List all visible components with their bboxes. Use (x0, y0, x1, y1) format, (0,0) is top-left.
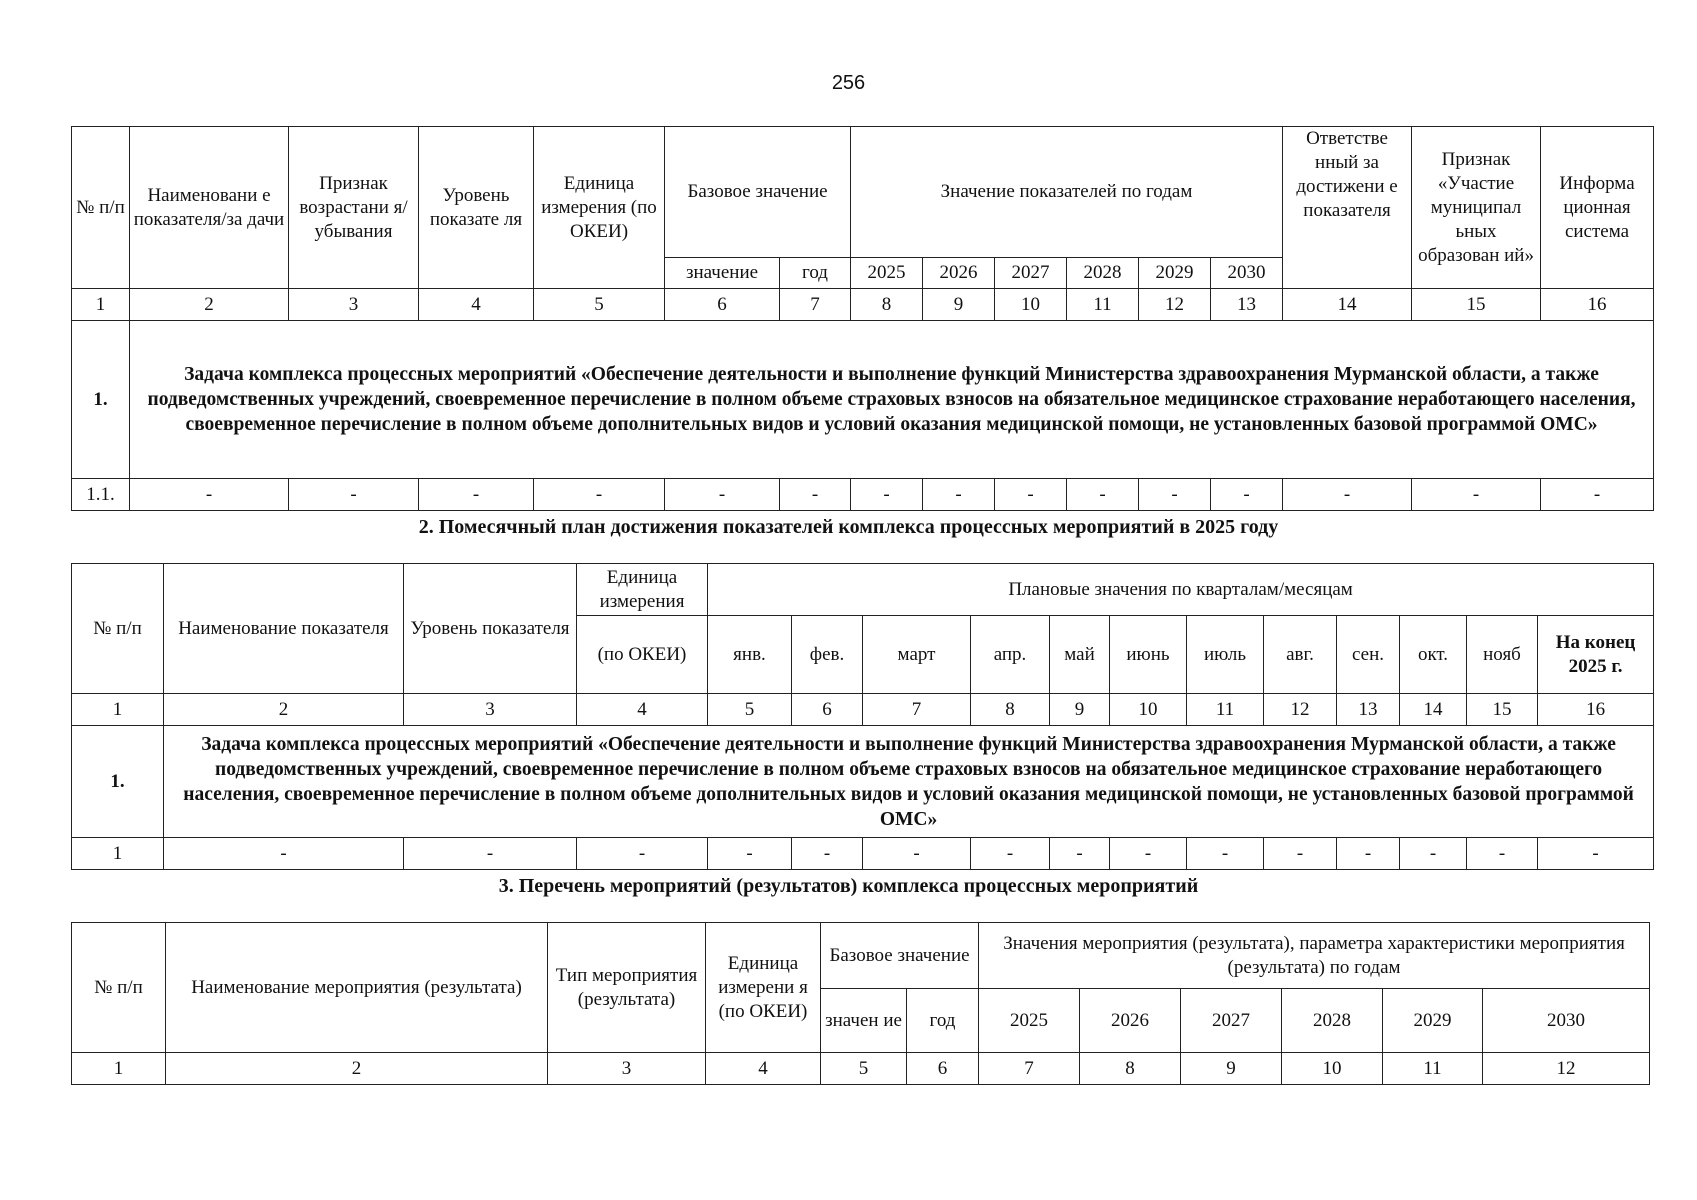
col-number: 14 (1400, 694, 1467, 726)
header-base-year: год (907, 989, 979, 1053)
col-number: 7 (979, 1053, 1080, 1085)
row-cell: - (923, 479, 995, 511)
col-number: 4 (706, 1053, 821, 1085)
header-year: 2030 (1483, 989, 1650, 1053)
header-year: 2026 (1080, 989, 1181, 1053)
col-number: 4 (419, 289, 534, 321)
header-year: 2026 (923, 258, 995, 289)
header-trend: Признак возрастани я/ убывания (289, 127, 419, 289)
row-cell: - (1538, 838, 1654, 870)
row-cell: - (1541, 479, 1654, 511)
row-cell: - (995, 479, 1067, 511)
col-number: 3 (548, 1053, 706, 1085)
row-cell: - (665, 479, 780, 511)
row-cell: - (1412, 479, 1541, 511)
col-number: 12 (1483, 1053, 1650, 1085)
col-number: 10 (995, 289, 1067, 321)
header-year: 2027 (1181, 989, 1282, 1053)
col-number: 6 (665, 289, 780, 321)
header-values-by-year: Значения мероприятия (результата), параметра характеристики мероприятия (результата) по годам (979, 923, 1650, 989)
header-responsible: Ответстве нный за достижени е показателя (1283, 127, 1412, 289)
header-name: Наименование мероприятия (результата) (166, 923, 548, 1053)
row-cell: - (1050, 838, 1110, 870)
header-month: апр. (971, 616, 1050, 694)
row-cell: - (780, 479, 851, 511)
col-number: 10 (1282, 1053, 1383, 1085)
row-cell: - (863, 838, 971, 870)
col-number: 12 (1139, 289, 1211, 321)
header-month: март (863, 616, 971, 694)
col-number: 13 (1337, 694, 1400, 726)
header-month: фев. (792, 616, 863, 694)
row-cell: - (1283, 479, 1412, 511)
header-base: Базовое значение (821, 923, 979, 989)
col-number: 6 (792, 694, 863, 726)
header-month: окт. (1400, 616, 1467, 694)
header-year: 2025 (979, 989, 1080, 1053)
header-num: № п/п (72, 564, 164, 694)
activities-table (71, 922, 1650, 1085)
col-number: 15 (1467, 694, 1538, 726)
row-cell: - (1337, 838, 1400, 870)
header-values-by-year: Значение показателей по годам (851, 127, 1283, 258)
header-year: 2029 (1139, 258, 1211, 289)
col-number: 12 (1264, 694, 1337, 726)
col-number: 9 (1050, 694, 1110, 726)
col-number: 2 (164, 694, 404, 726)
col-number: 5 (708, 694, 792, 726)
col-number: 5 (821, 1053, 907, 1085)
header-type: Тип мероприятия (результата) (548, 923, 706, 1053)
col-number: 11 (1187, 694, 1264, 726)
col-number: 13 (1211, 289, 1283, 321)
row-cell: - (289, 479, 419, 511)
row-cell: - (1211, 479, 1283, 511)
task-number: 1. (72, 726, 164, 838)
header-base: Базовое значение (665, 127, 851, 258)
header-base-year: год (780, 258, 851, 289)
header-base-value: значение (665, 258, 780, 289)
page-number: 256 (831, 72, 866, 94)
header-end-of-year: На конец 2025 г. (1538, 616, 1654, 694)
indicators-table (71, 126, 1654, 511)
col-number: 8 (1080, 1053, 1181, 1085)
header-name: Наименование показателя (164, 564, 404, 694)
header-unit: Единица измерения (577, 564, 708, 616)
header-level: Уровень показателя (404, 564, 577, 694)
col-number: 8 (971, 694, 1050, 726)
header-name: Наименовани е показателя/за дачи (130, 127, 289, 289)
header-month: нояб (1467, 616, 1538, 694)
row-cell: - (577, 838, 708, 870)
row-cell: 1.1. (72, 479, 130, 511)
row-cell: - (1264, 838, 1337, 870)
col-number: 11 (1067, 289, 1139, 321)
col-number: 1 (72, 694, 164, 726)
col-number: 7 (863, 694, 971, 726)
header-num: № п/п (72, 127, 130, 289)
col-number: 14 (1283, 289, 1412, 321)
row-cell: - (1139, 479, 1211, 511)
row-cell: - (792, 838, 863, 870)
task-description: Задача комплекса процессных мероприятий «Обеспечение деятельности и выполнение функций Министерства здравоохранения Мурманской области, а также подведомственных учреждений, своевременное перечисление в полном объеме страховых взносов на обязательное медицинское страхование неработающего населения, своевременное перечисление в полном объеме дополнительных видов и условий оказания медицинской помощи, не установленных базовой программой ОМС» (130, 321, 1654, 479)
task-number: 1. (72, 321, 130, 479)
header-year: 2028 (1067, 258, 1139, 289)
row-cell: - (534, 479, 665, 511)
header-level: Уровень показате ля (419, 127, 534, 289)
col-number: 9 (923, 289, 995, 321)
header-base-value: значен ие (821, 989, 907, 1053)
col-number: 3 (404, 694, 577, 726)
header-year: 2030 (1211, 258, 1283, 289)
col-number: 10 (1110, 694, 1187, 726)
header-month: июль (1187, 616, 1264, 694)
col-number: 11 (1383, 1053, 1483, 1085)
row-cell: - (1110, 838, 1187, 870)
header-unit-okei: (по ОКЕИ) (577, 616, 708, 694)
row-cell: - (708, 838, 792, 870)
row-cell: - (164, 838, 404, 870)
col-number: 7 (780, 289, 851, 321)
col-number: 9 (1181, 1053, 1282, 1085)
header-month: авг. (1264, 616, 1337, 694)
header-year: 2029 (1383, 989, 1483, 1053)
col-number: 2 (130, 289, 289, 321)
row-cell: - (1400, 838, 1467, 870)
header-month: май (1050, 616, 1110, 694)
monthly-plan-table (71, 563, 1654, 870)
header-planned-values: Плановые значения по кварталам/месяцам (708, 564, 1654, 616)
row-cell: 1 (72, 838, 164, 870)
row-cell: - (851, 479, 923, 511)
section-3-title: 3. Перечень мероприятий (результатов) комплекса процессных мероприятий (498, 875, 1199, 897)
header-num: № п/п (72, 923, 166, 1053)
header-month: янв. (708, 616, 792, 694)
header-unit: Единица измерения (по ОКЕИ) (534, 127, 665, 289)
header-unit: Единица измерени я (по ОКЕИ) (706, 923, 821, 1053)
col-number: 8 (851, 289, 923, 321)
header-month: сен. (1337, 616, 1400, 694)
header-info-system: Информа ционная система (1541, 127, 1654, 289)
section-2-title: 2. Помесячный план достижения показателей комплекса процессных мероприятий в 2025 году (418, 516, 1279, 538)
col-number: 15 (1412, 289, 1541, 321)
col-number: 5 (534, 289, 665, 321)
col-number: 1 (72, 1053, 166, 1085)
col-number: 16 (1541, 289, 1654, 321)
row-cell: - (130, 479, 289, 511)
header-year: 2028 (1282, 989, 1383, 1053)
col-number: 4 (577, 694, 708, 726)
col-number: 1 (72, 289, 130, 321)
header-month: июнь (1110, 616, 1187, 694)
row-cell: - (1067, 479, 1139, 511)
header-year: 2027 (995, 258, 1067, 289)
row-cell: - (971, 838, 1050, 870)
row-cell: - (1467, 838, 1538, 870)
header-year: 2025 (851, 258, 923, 289)
col-number: 2 (166, 1053, 548, 1085)
col-number: 3 (289, 289, 419, 321)
task-description: Задача комплекса процессных мероприятий «Обеспечение деятельности и выполнение функций Министерства здравоохранения Мурманской области, а также подведомственных учреждений, своевременное перечисление в полном объеме страховых взносов на обязательное медицинское страхование неработающего населения, своевременное перечисление в полном объеме дополнительных видов и условий оказания медицинской помощи, не установленных базовой программой ОМС» (164, 726, 1654, 838)
row-cell: - (419, 479, 534, 511)
col-number: 6 (907, 1053, 979, 1085)
row-cell: - (404, 838, 577, 870)
col-number: 16 (1538, 694, 1654, 726)
row-cell: - (1187, 838, 1264, 870)
header-municipal: Признак «Участие муниципал ьных образован ий» (1412, 127, 1541, 289)
